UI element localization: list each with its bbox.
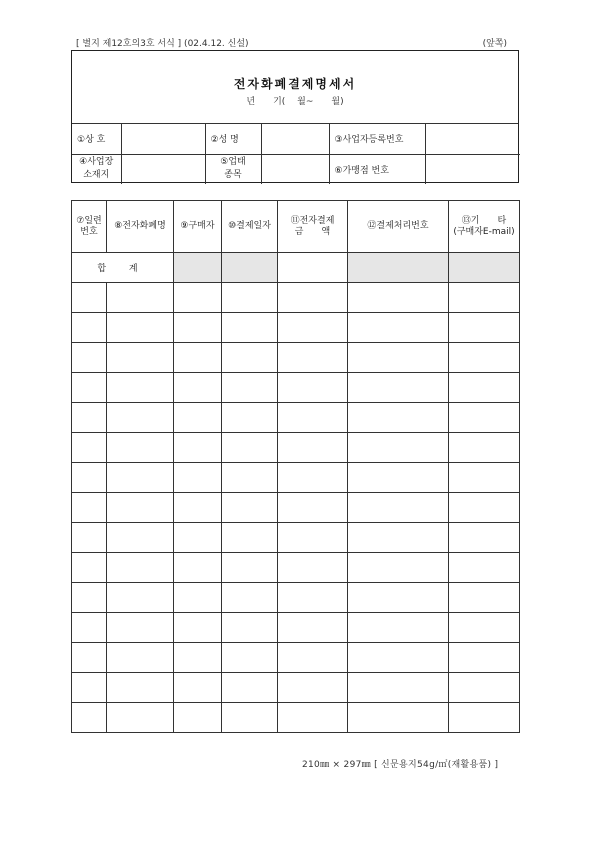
table-row xyxy=(72,553,520,583)
label-business-type xyxy=(205,154,261,184)
field-business-name[interactable] xyxy=(121,123,205,154)
cell-emoney-name[interactable] xyxy=(107,373,174,403)
col-header-serial-line2: 번호 xyxy=(80,226,98,237)
total-buyer-cell xyxy=(174,253,222,283)
cell-buyer[interactable] xyxy=(174,463,222,493)
col-header-serial xyxy=(72,201,107,253)
cell-processing-number[interactable] xyxy=(348,643,449,673)
cell-payment-date[interactable] xyxy=(222,493,278,523)
cell-processing-number[interactable] xyxy=(348,673,449,703)
cell-emoney-name[interactable] xyxy=(107,523,174,553)
paper-spec-footer: 210㎜ × 297㎜ [ 신문용지54g/㎡(재활용품) ] xyxy=(302,760,499,770)
cell-emoney-name[interactable] xyxy=(107,283,174,313)
cell-serial[interactable] xyxy=(72,643,107,673)
cell-emoney-name[interactable] xyxy=(107,493,174,523)
total-amount-cell[interactable] xyxy=(278,253,348,283)
cell-other[interactable] xyxy=(449,583,520,613)
label-merchant-number: ⑥가맹점 번호 xyxy=(329,154,425,184)
cell-payment-amount[interactable] xyxy=(278,613,348,643)
cell-emoney-name[interactable] xyxy=(107,583,174,613)
cell-emoney-name[interactable] xyxy=(107,553,174,583)
cell-serial[interactable] xyxy=(72,463,107,493)
cell-other[interactable] xyxy=(449,553,520,583)
cell-payment-amount[interactable] xyxy=(278,403,348,433)
cell-payment-date[interactable] xyxy=(222,583,278,613)
cell-payment-amount[interactable] xyxy=(278,583,348,613)
cell-payment-amount[interactable] xyxy=(278,643,348,673)
cell-buyer[interactable] xyxy=(174,343,222,373)
cell-processing-number[interactable] xyxy=(348,283,449,313)
cell-processing-number[interactable] xyxy=(348,463,449,493)
cell-emoney-name[interactable] xyxy=(107,613,174,643)
cell-payment-amount[interactable] xyxy=(278,523,348,553)
col-header-payment-amount xyxy=(278,201,348,253)
cell-payment-date[interactable] xyxy=(222,703,278,733)
cell-emoney-name[interactable] xyxy=(107,703,174,733)
col-header-other xyxy=(449,201,520,253)
cell-serial[interactable] xyxy=(72,583,107,613)
field-business-type[interactable] xyxy=(261,154,329,184)
cell-buyer[interactable] xyxy=(174,283,222,313)
cell-buyer[interactable] xyxy=(174,313,222,343)
cell-payment-date[interactable] xyxy=(222,343,278,373)
cell-other[interactable] xyxy=(449,373,520,403)
col-header-buyer-line1: ⑨구매자 xyxy=(180,221,215,231)
table-row xyxy=(72,583,520,613)
table-row xyxy=(72,523,520,553)
table-row xyxy=(72,463,520,493)
label-business-type-line1: ⑤업태 xyxy=(220,157,246,168)
cell-buyer[interactable] xyxy=(174,643,222,673)
cell-emoney-name[interactable] xyxy=(107,403,174,433)
cell-payment-amount[interactable] xyxy=(278,373,348,403)
cell-buyer[interactable] xyxy=(174,433,222,463)
cell-emoney-name[interactable] xyxy=(107,463,174,493)
col-header-payment-date xyxy=(222,201,278,253)
col-header-processing-number-line1: ⑫결제처리번호 xyxy=(367,221,429,231)
field-representative-name[interactable] xyxy=(261,123,329,154)
cell-payment-date[interactable] xyxy=(222,643,278,673)
cell-payment-date[interactable] xyxy=(222,673,278,703)
page-side-label: (앞쪽) xyxy=(482,39,507,49)
form-reference: [ 별지 제12호의3호 서식 ] (02.4.12. 신설) xyxy=(76,39,249,49)
table-row xyxy=(72,403,520,433)
total-processing-cell xyxy=(348,253,449,283)
cell-processing-number[interactable] xyxy=(348,343,449,373)
table-row xyxy=(72,703,520,733)
cell-serial[interactable] xyxy=(72,523,107,553)
cell-processing-number[interactable] xyxy=(348,583,449,613)
cell-other[interactable] xyxy=(449,523,520,553)
cell-other[interactable] xyxy=(449,403,520,433)
cell-payment-amount[interactable] xyxy=(278,493,348,523)
cell-buyer[interactable] xyxy=(174,523,222,553)
table-row xyxy=(72,673,520,703)
cell-payment-amount[interactable] xyxy=(278,673,348,703)
table-row xyxy=(72,373,520,403)
cell-payment-amount[interactable] xyxy=(278,283,348,313)
label-business-type-line2: 종목 xyxy=(224,170,242,181)
cell-serial[interactable] xyxy=(72,703,107,733)
table-row xyxy=(72,343,520,373)
total-other-cell xyxy=(449,253,520,283)
cell-buyer[interactable] xyxy=(174,583,222,613)
cell-other[interactable] xyxy=(449,613,520,643)
cell-serial[interactable] xyxy=(72,343,107,373)
cell-payment-date[interactable] xyxy=(222,433,278,463)
cell-payment-amount[interactable] xyxy=(278,553,348,583)
business-info-table xyxy=(72,123,520,184)
cell-other[interactable] xyxy=(449,463,520,493)
cell-buyer[interactable] xyxy=(174,403,222,433)
cell-serial[interactable] xyxy=(72,313,107,343)
cell-processing-number[interactable] xyxy=(348,703,449,733)
cell-other[interactable] xyxy=(449,493,520,523)
col-header-other-line1: ⑬기 타 xyxy=(461,215,507,226)
total-label: 합 계 xyxy=(72,253,174,283)
cell-other[interactable] xyxy=(449,313,520,343)
cell-processing-number[interactable] xyxy=(348,553,449,583)
cell-payment-amount[interactable] xyxy=(278,433,348,463)
label-representative-name: ②성 명 xyxy=(205,123,261,154)
table-row xyxy=(72,613,520,643)
cell-buyer[interactable] xyxy=(174,613,222,643)
cell-processing-number[interactable] xyxy=(348,613,449,643)
col-header-serial-line1: ⑦일련 xyxy=(76,215,102,226)
cell-serial[interactable] xyxy=(72,403,107,433)
cell-processing-number[interactable] xyxy=(348,433,449,463)
cell-processing-number[interactable] xyxy=(348,403,449,433)
table-row xyxy=(72,283,520,313)
total-date-cell xyxy=(222,253,278,283)
table-row xyxy=(72,493,520,523)
cell-payment-amount[interactable] xyxy=(278,703,348,733)
cell-other[interactable] xyxy=(449,673,520,703)
title-area xyxy=(72,51,518,124)
cell-payment-amount[interactable] xyxy=(278,313,348,343)
cell-buyer[interactable] xyxy=(174,673,222,703)
cell-processing-number[interactable] xyxy=(348,523,449,553)
col-header-payment-amount-line1: ⑪전자결제 xyxy=(290,215,335,226)
cell-serial[interactable] xyxy=(72,613,107,643)
total-row xyxy=(72,253,520,283)
payment-detail-table xyxy=(71,200,520,733)
cell-other[interactable] xyxy=(449,283,520,313)
col-header-processing-number xyxy=(348,201,449,253)
statement-header-box xyxy=(71,50,519,183)
col-header-payment-date-line1: ⑩결제일자 xyxy=(228,221,271,231)
cell-other[interactable] xyxy=(449,433,520,463)
cell-emoney-name[interactable] xyxy=(107,673,174,703)
label-business-name: ①상 호 xyxy=(72,123,121,154)
cell-buyer[interactable] xyxy=(174,703,222,733)
field-business-reg-number[interactable] xyxy=(425,123,520,154)
cell-serial[interactable] xyxy=(72,553,107,583)
cell-processing-number[interactable] xyxy=(348,373,449,403)
col-header-payment-amount-line2: 금 액 xyxy=(294,226,331,237)
cell-payment-date[interactable] xyxy=(222,523,278,553)
cell-other[interactable] xyxy=(449,703,520,733)
cell-payment-date[interactable] xyxy=(222,313,278,343)
cell-emoney-name[interactable] xyxy=(107,313,174,343)
label-business-address-line2: 소재지 xyxy=(83,170,110,181)
cell-processing-number[interactable] xyxy=(348,493,449,523)
field-business-address[interactable] xyxy=(121,154,205,184)
cell-serial[interactable] xyxy=(72,493,107,523)
cell-payment-amount[interactable] xyxy=(278,463,348,493)
cell-payment-amount[interactable] xyxy=(278,343,348,373)
label-business-address xyxy=(72,154,121,184)
col-header-other-line2: (구매자E-mail) xyxy=(453,226,515,237)
cell-other[interactable] xyxy=(449,343,520,373)
cell-serial[interactable] xyxy=(72,373,107,403)
cell-serial[interactable] xyxy=(72,433,107,463)
label-business-address-line1: ④사업장 xyxy=(79,157,114,168)
cell-other[interactable] xyxy=(449,643,520,673)
cell-emoney-name[interactable] xyxy=(107,643,174,673)
col-header-emoney-name xyxy=(107,201,174,253)
cell-payment-date[interactable] xyxy=(222,463,278,493)
cell-buyer[interactable] xyxy=(174,373,222,403)
cell-serial[interactable] xyxy=(72,283,107,313)
field-merchant-number[interactable] xyxy=(425,154,520,184)
col-header-emoney-name-line1: ⑧전자화폐명 xyxy=(114,221,166,231)
cell-serial[interactable] xyxy=(72,673,107,703)
label-business-reg-number: ③사업자등록번호 xyxy=(329,123,425,154)
period-line: 년 기( 월~ 월) xyxy=(246,97,344,107)
cell-emoney-name[interactable] xyxy=(107,343,174,373)
cell-buyer[interactable] xyxy=(174,553,222,583)
cell-processing-number[interactable] xyxy=(348,313,449,343)
cell-payment-date[interactable] xyxy=(222,283,278,313)
table-row xyxy=(72,313,520,343)
col-header-buyer xyxy=(174,201,222,253)
table-row xyxy=(72,433,520,463)
cell-buyer[interactable] xyxy=(174,493,222,523)
cell-payment-date[interactable] xyxy=(222,553,278,583)
document-title: 전자화폐결제명세서 xyxy=(233,77,357,91)
cell-emoney-name[interactable] xyxy=(107,433,174,463)
cell-payment-date[interactable] xyxy=(222,373,278,403)
table-row xyxy=(72,643,520,673)
cell-payment-date[interactable] xyxy=(222,613,278,643)
cell-payment-date[interactable] xyxy=(222,403,278,433)
